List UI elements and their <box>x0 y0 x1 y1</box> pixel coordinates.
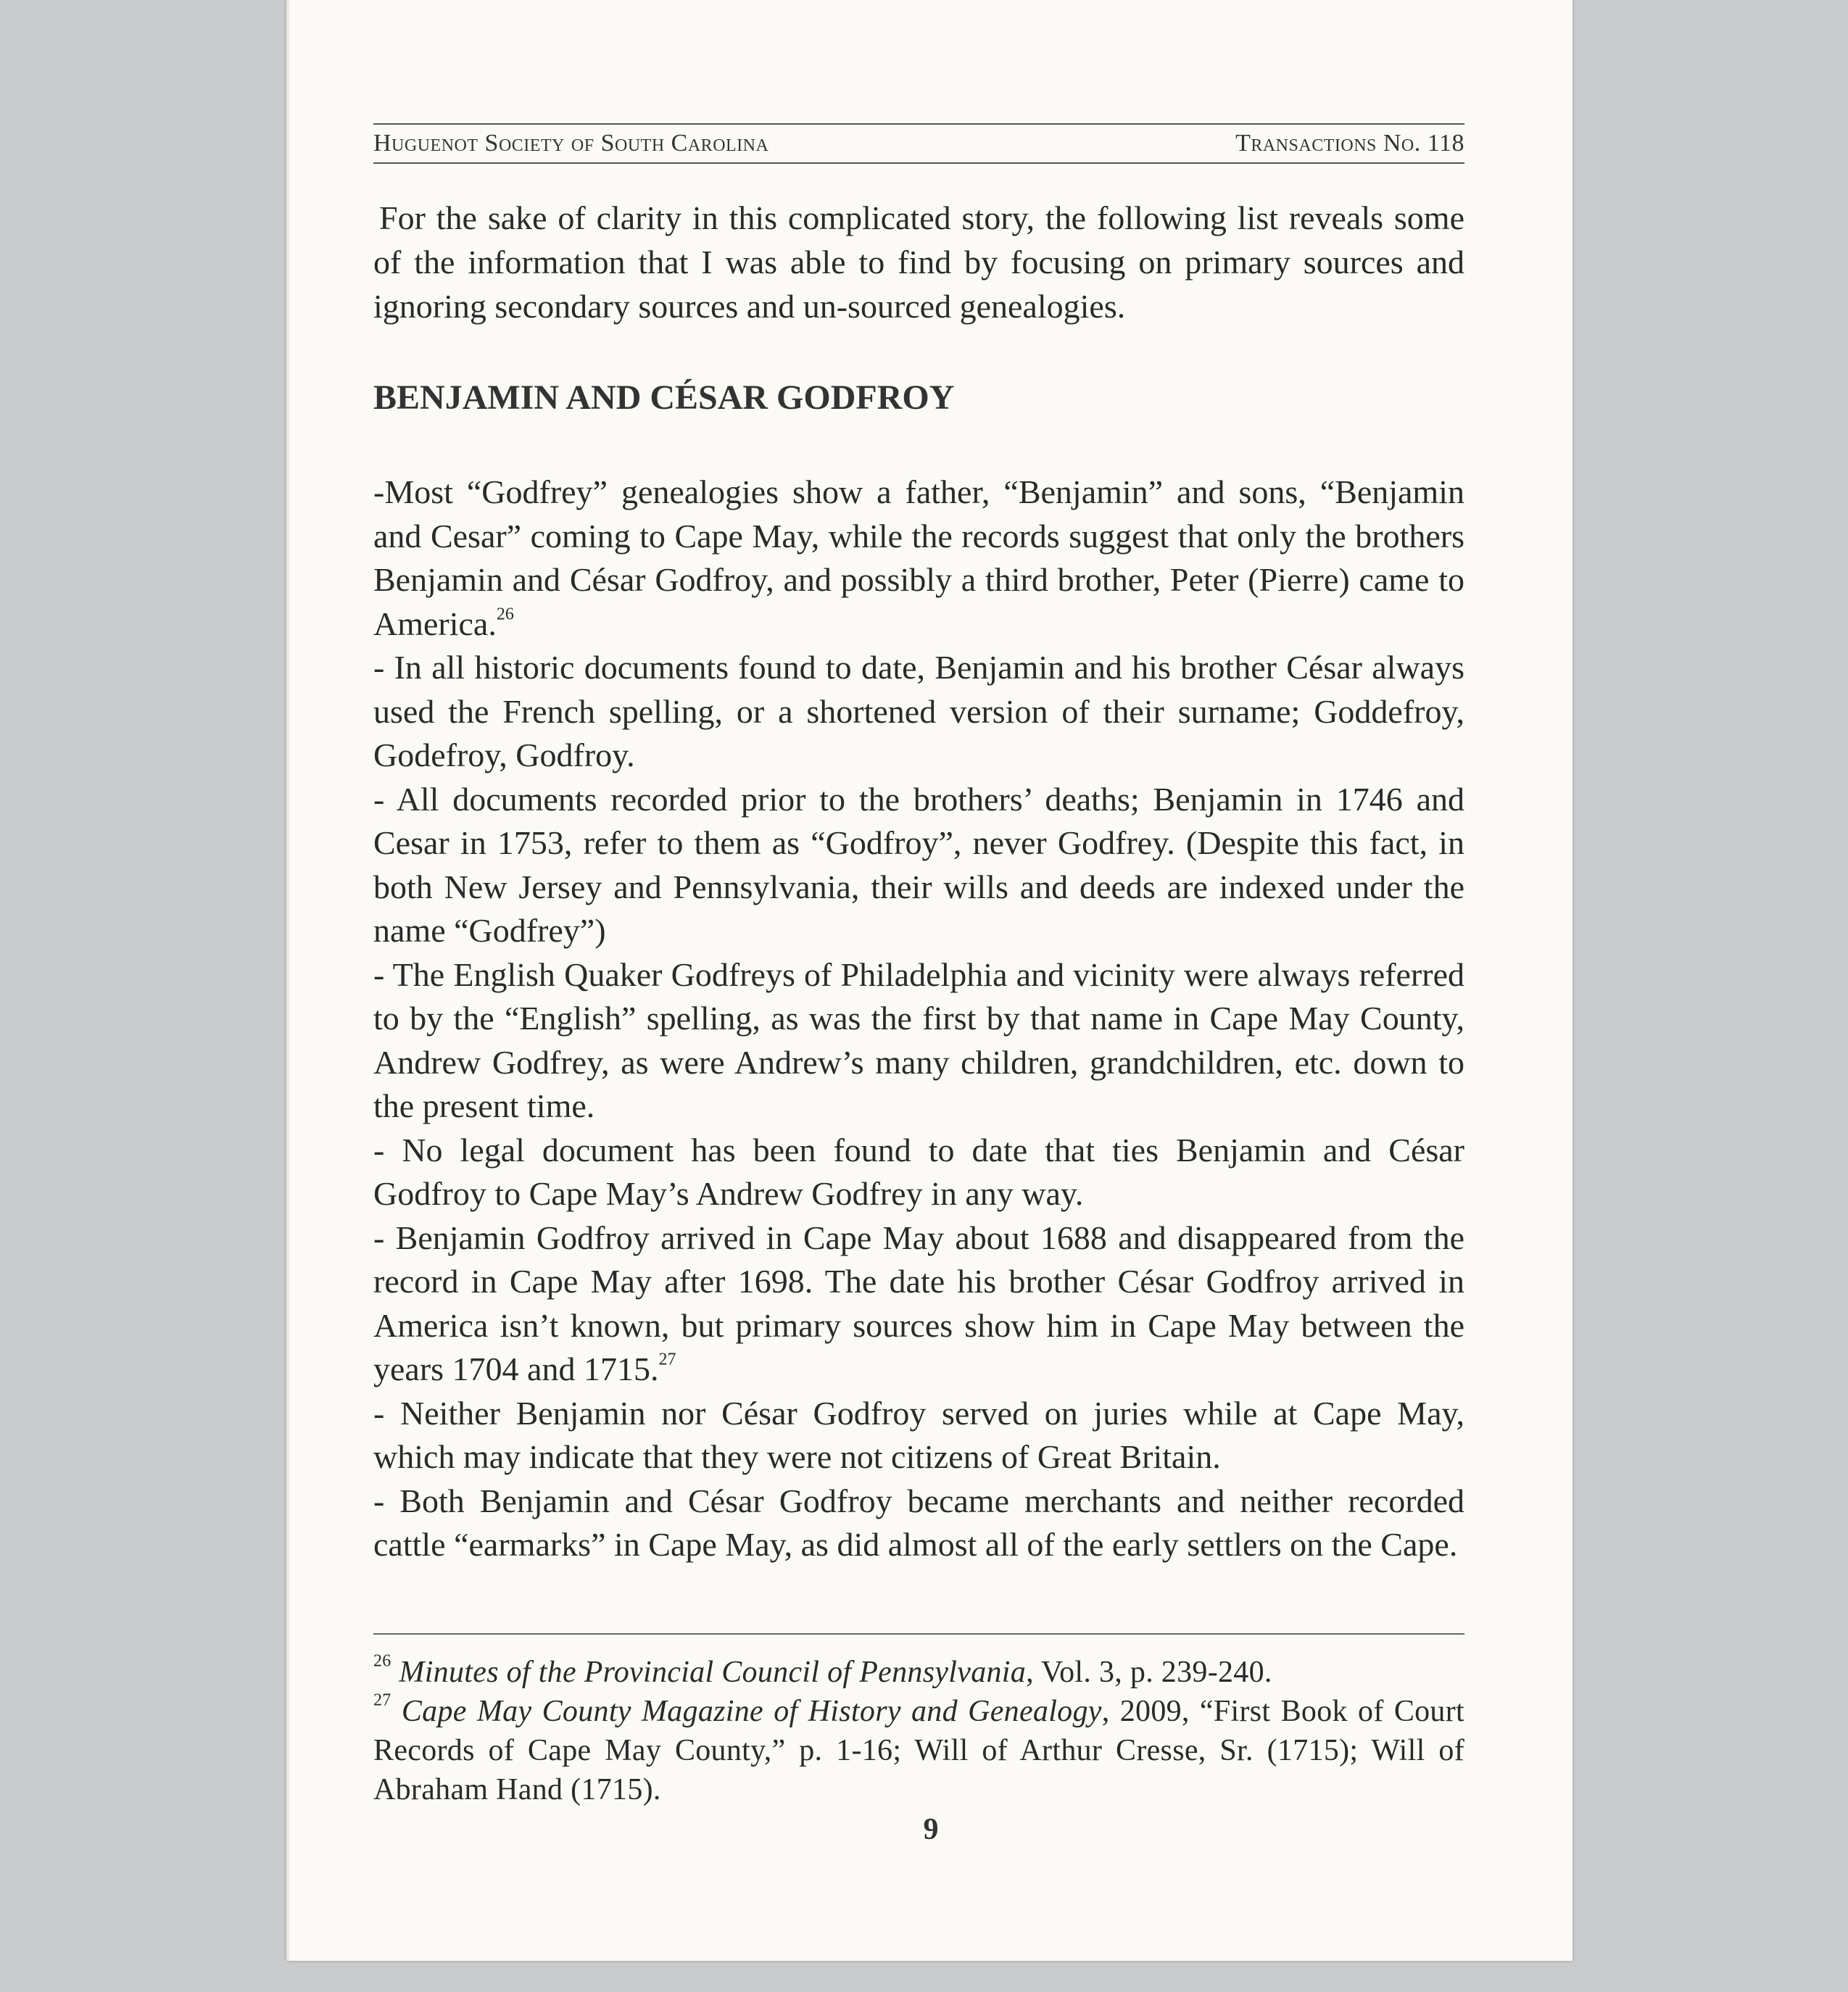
page-content <box>373 123 1464 1567</box>
item-text: -Most “Godfrey” genealogies show a father, “Benjamin” and sons, “Benjamin and Cesar” coming to Cape May, while the records suggest that only the brothers Benjamin and César Godfroy, and possibly a third brother, Peter (Pierre) came to America. <box>373 473 1464 642</box>
footnote-number: 27 <box>373 1690 391 1710</box>
footnote-ref: 26 <box>496 604 514 623</box>
item-text: - Neither Benjamin nor César Godfroy served on juries while at Cape May, which may indicate that they were not citizens of Great Britain. <box>373 1394 1464 1475</box>
list-item <box>373 953 1464 1129</box>
intro-paragraph: For the sake of clarity in this complicated story, the following list reveals some of the information that I was able to find by focusing on primary sources and ignoring secondary sources and un-sourced genealogies. <box>373 199 1464 325</box>
list-item <box>373 646 1464 778</box>
footnote <box>373 1653 1464 1692</box>
list-item <box>373 470 1464 646</box>
footnote-title: Cape May County Magazine of History and Genealogy <box>401 1695 1102 1728</box>
item-text: - Benjamin Godfroy arrived in Cape May about 1688 and disappeared from the record in Cape May after 1698. The date his brother César Godfroy arrived in America isn’t known, but primary sources show him in Cape May between the years 1704 and 1715. <box>373 1219 1464 1387</box>
footnotes <box>373 1653 1464 1809</box>
page-number: 9 <box>923 1813 939 1846</box>
list-item <box>373 1392 1464 1480</box>
footnote-text: , Vol. 3, p. 239-240. <box>1026 1656 1272 1689</box>
item-text: - All documents recorded prior to the brothers’ deaths; Benjamin in 1746 and Cesar in 1753, refer to them as “Godfroy”, never Godfrey. (Despite this fact, in both New Jersey and Pennsylvania, their wills and deeds are indexed under the name “Godfrey”) <box>373 780 1464 949</box>
footnote-text: , 2009, “First Book of Court Records of Cape May County,” p. 1-16; Will of Arthur Cresse, Sr. (1715); Will of Abraham Hand (1715). <box>373 1695 1464 1806</box>
list-item <box>373 1216 1464 1392</box>
item-text: - The English Quaker Godfreys of Philadelphia and vicinity were always referred to by the “English” spelling, as was the first by that name in Cape May County, Andrew Godfrey, as were Andrew’s many children, grandchildren, etc. down to the present time. <box>373 955 1464 1124</box>
header-transactions: Transactions No. 118 <box>1235 130 1464 157</box>
header-society: Huguenot Society of South Carolina <box>373 130 769 157</box>
item-text: - No legal document has been found to date that ties Benjamin and César Godfroy to Cape May’s Andrew Godfrey in any way. <box>373 1131 1464 1212</box>
footnote-title: Minutes of the Provincial Council of Pennsylvania <box>399 1656 1027 1689</box>
footnote <box>373 1692 1464 1809</box>
footnote-divider <box>373 1633 1464 1635</box>
list-item <box>373 778 1464 953</box>
list-item <box>373 1129 1464 1216</box>
section-heading: BENJAMIN AND CÉSAR GODFROY <box>373 378 955 417</box>
footnote-number: 26 <box>373 1651 391 1671</box>
item-text: - Both Benjamin and César Godfroy became merchants and neither recorded cattle “earmarks” in Cape May, as did almost all of the early settlers on the Cape. <box>373 1482 1464 1563</box>
findings-list <box>373 470 1464 1567</box>
footnote-ref: 27 <box>658 1350 676 1369</box>
book-page <box>286 0 1573 1961</box>
running-header <box>373 123 1464 164</box>
list-item <box>373 1480 1464 1567</box>
item-text: - In all historic documents found to date, Benjamin and his brother César always used the French spelling, or a shortened version of their surname; Goddefroy, Godefroy, Godfroy. <box>373 649 1464 773</box>
